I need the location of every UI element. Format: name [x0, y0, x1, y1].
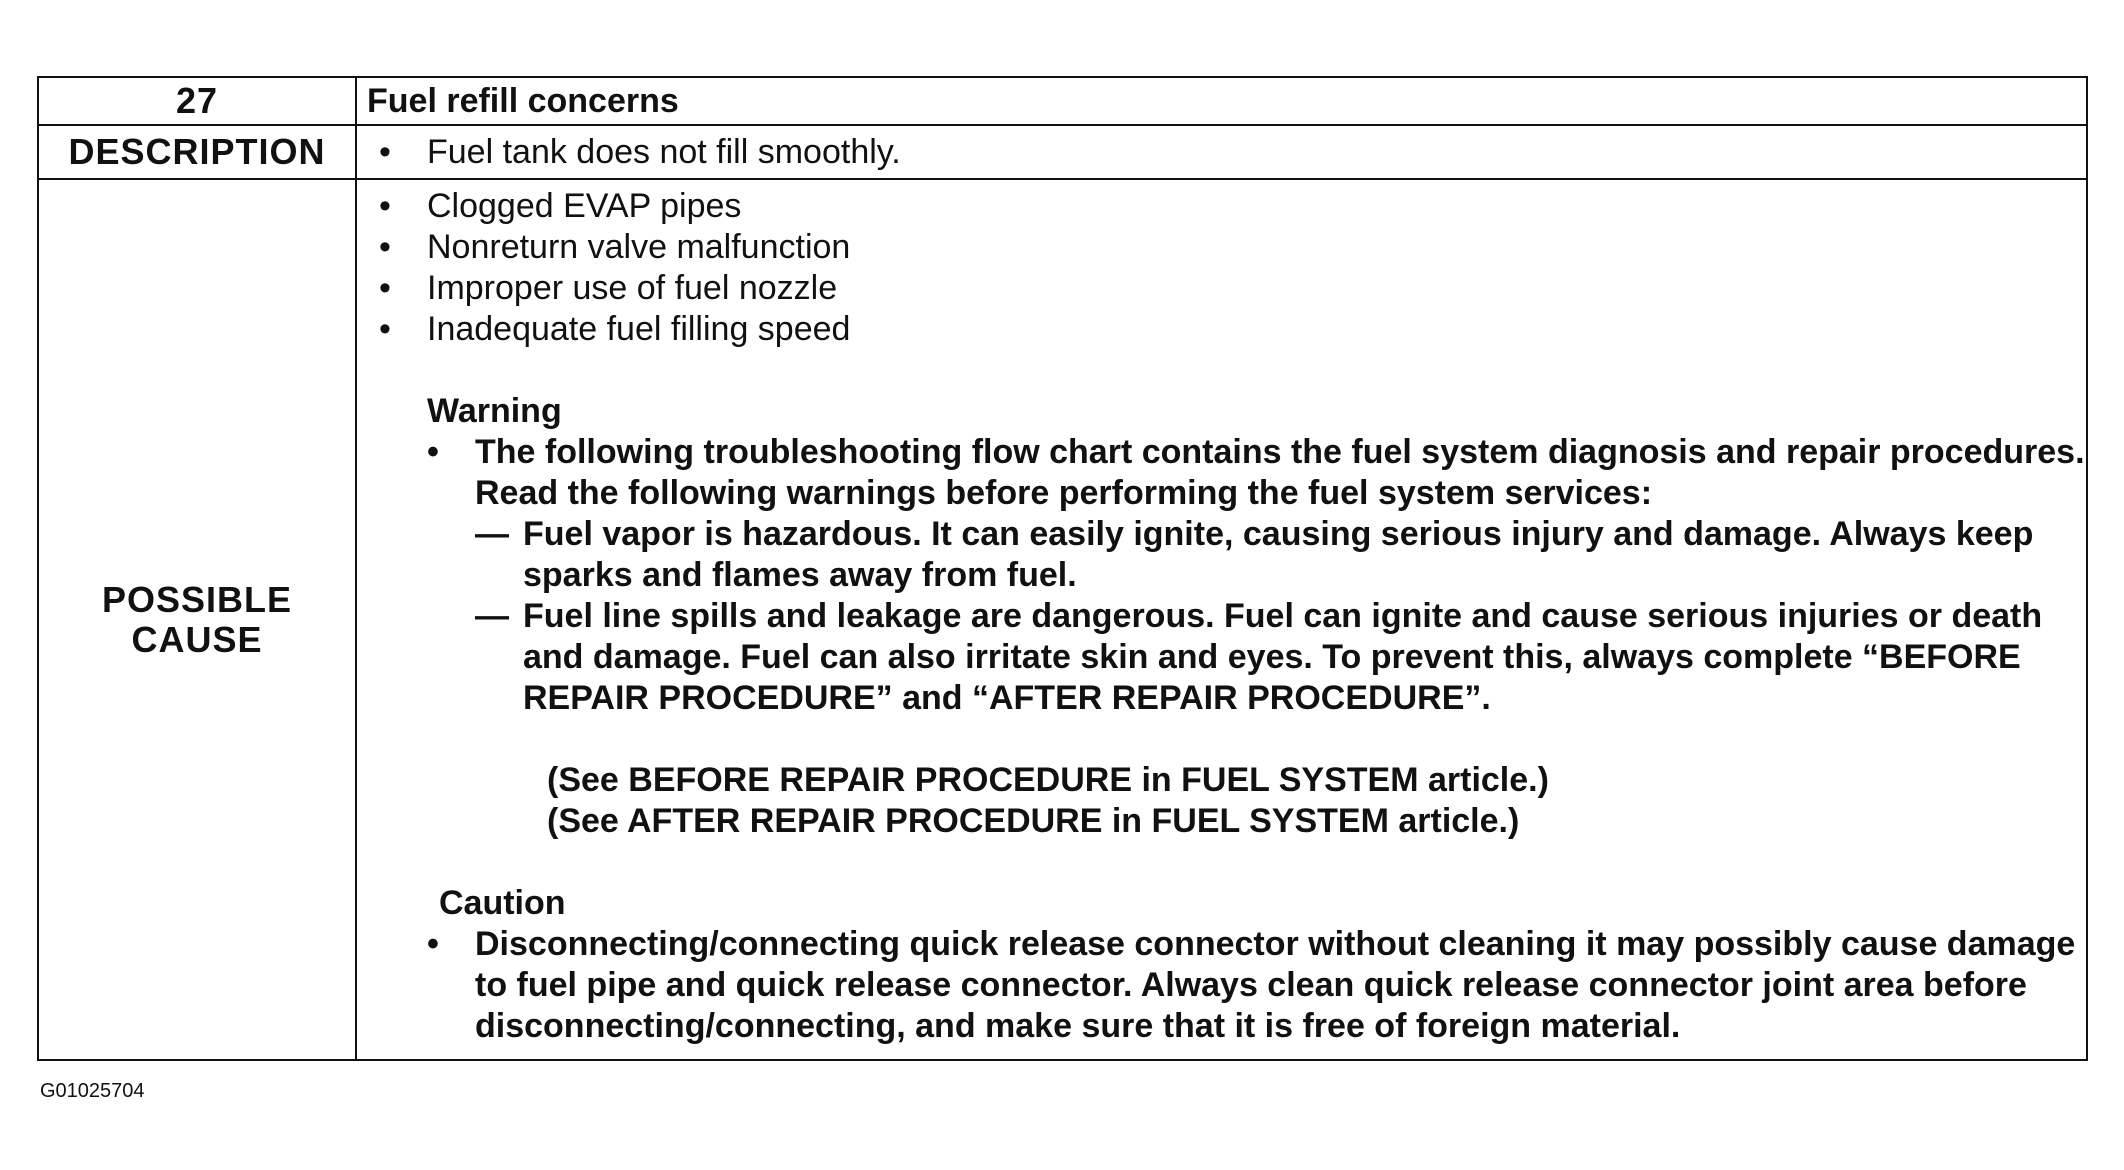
possible-cause-label — [38, 179, 356, 1060]
after-repair-reference: (See AFTER REPAIR PROCEDURE in FUEL SYSTEM article.) — [547, 802, 1520, 840]
table-header-row — [38, 77, 2087, 125]
warning-sub-item: — Fuel line spills and leakage are dangerous. Fuel can ignite and cause serious injuries or death and damage. Fuel can also irritate skin and eyes. To prevent this, always complete “BEFORE REPAIR PROCEDURE” and “AFTER REPAIR PROCEDURE”. — [475, 596, 2086, 719]
possible-cause-label-line1: POSSIBLE — [101, 578, 293, 620]
cause-item: • Inadequate fuel filling speed — [379, 309, 2086, 350]
cause-item: • Improper use of fuel nozzle — [379, 268, 2086, 309]
warning-text: The following troubleshooting flow chart contains the fuel system diagnosis and repair procedures. Read the following warnings before performing the fuel system services: — [475, 433, 2085, 512]
caution-item: • Disconnecting/connecting quick release connector without cleaning it may possibly cause damage to fuel pipe and quick release connector. Always clean quick release connector joint area before disconnecting/connecting, and make sure that it is free of foreign material. — [427, 924, 2086, 1047]
cause-item: • Nonreturn valve malfunction — [379, 227, 2086, 268]
possible-cause-label-line2: CAUSE — [131, 618, 263, 660]
caution-section — [427, 883, 2086, 1047]
caution-list — [427, 924, 2086, 1047]
possible-cause-row — [38, 179, 2087, 1060]
description-content — [356, 125, 2087, 179]
troubleshooting-table — [37, 76, 2088, 1061]
caution-heading: Caution — [439, 884, 566, 922]
warning-section — [427, 391, 2086, 842]
warning-heading: Warning — [427, 392, 562, 430]
warning-list — [427, 432, 2086, 842]
cause-list — [379, 186, 2086, 350]
warning-sub-list — [475, 514, 2086, 719]
cause-item: • Clogged EVAP pipes — [379, 186, 2086, 227]
warning-references — [547, 760, 2086, 842]
concern-title: Fuel refill concerns — [356, 77, 2087, 125]
description-list — [379, 128, 2086, 176]
description-label: DESCRIPTION — [38, 125, 356, 179]
concern-number: 27 — [38, 77, 356, 125]
figure-code: G01025704 — [40, 1080, 145, 1102]
before-repair-reference: (See BEFORE REPAIR PROCEDURE in FUEL SYSTEM article.) — [547, 761, 1549, 799]
description-item: • Fuel tank does not fill smoothly. — [379, 128, 2086, 176]
warning-item — [427, 432, 2086, 842]
possible-cause-content — [356, 179, 2087, 1060]
warning-sub-item: — Fuel vapor is hazardous. It can easily ignite, causing serious injury and damage. Always keep sparks and flames away from fuel. — [475, 514, 2086, 596]
description-row — [38, 125, 2087, 179]
